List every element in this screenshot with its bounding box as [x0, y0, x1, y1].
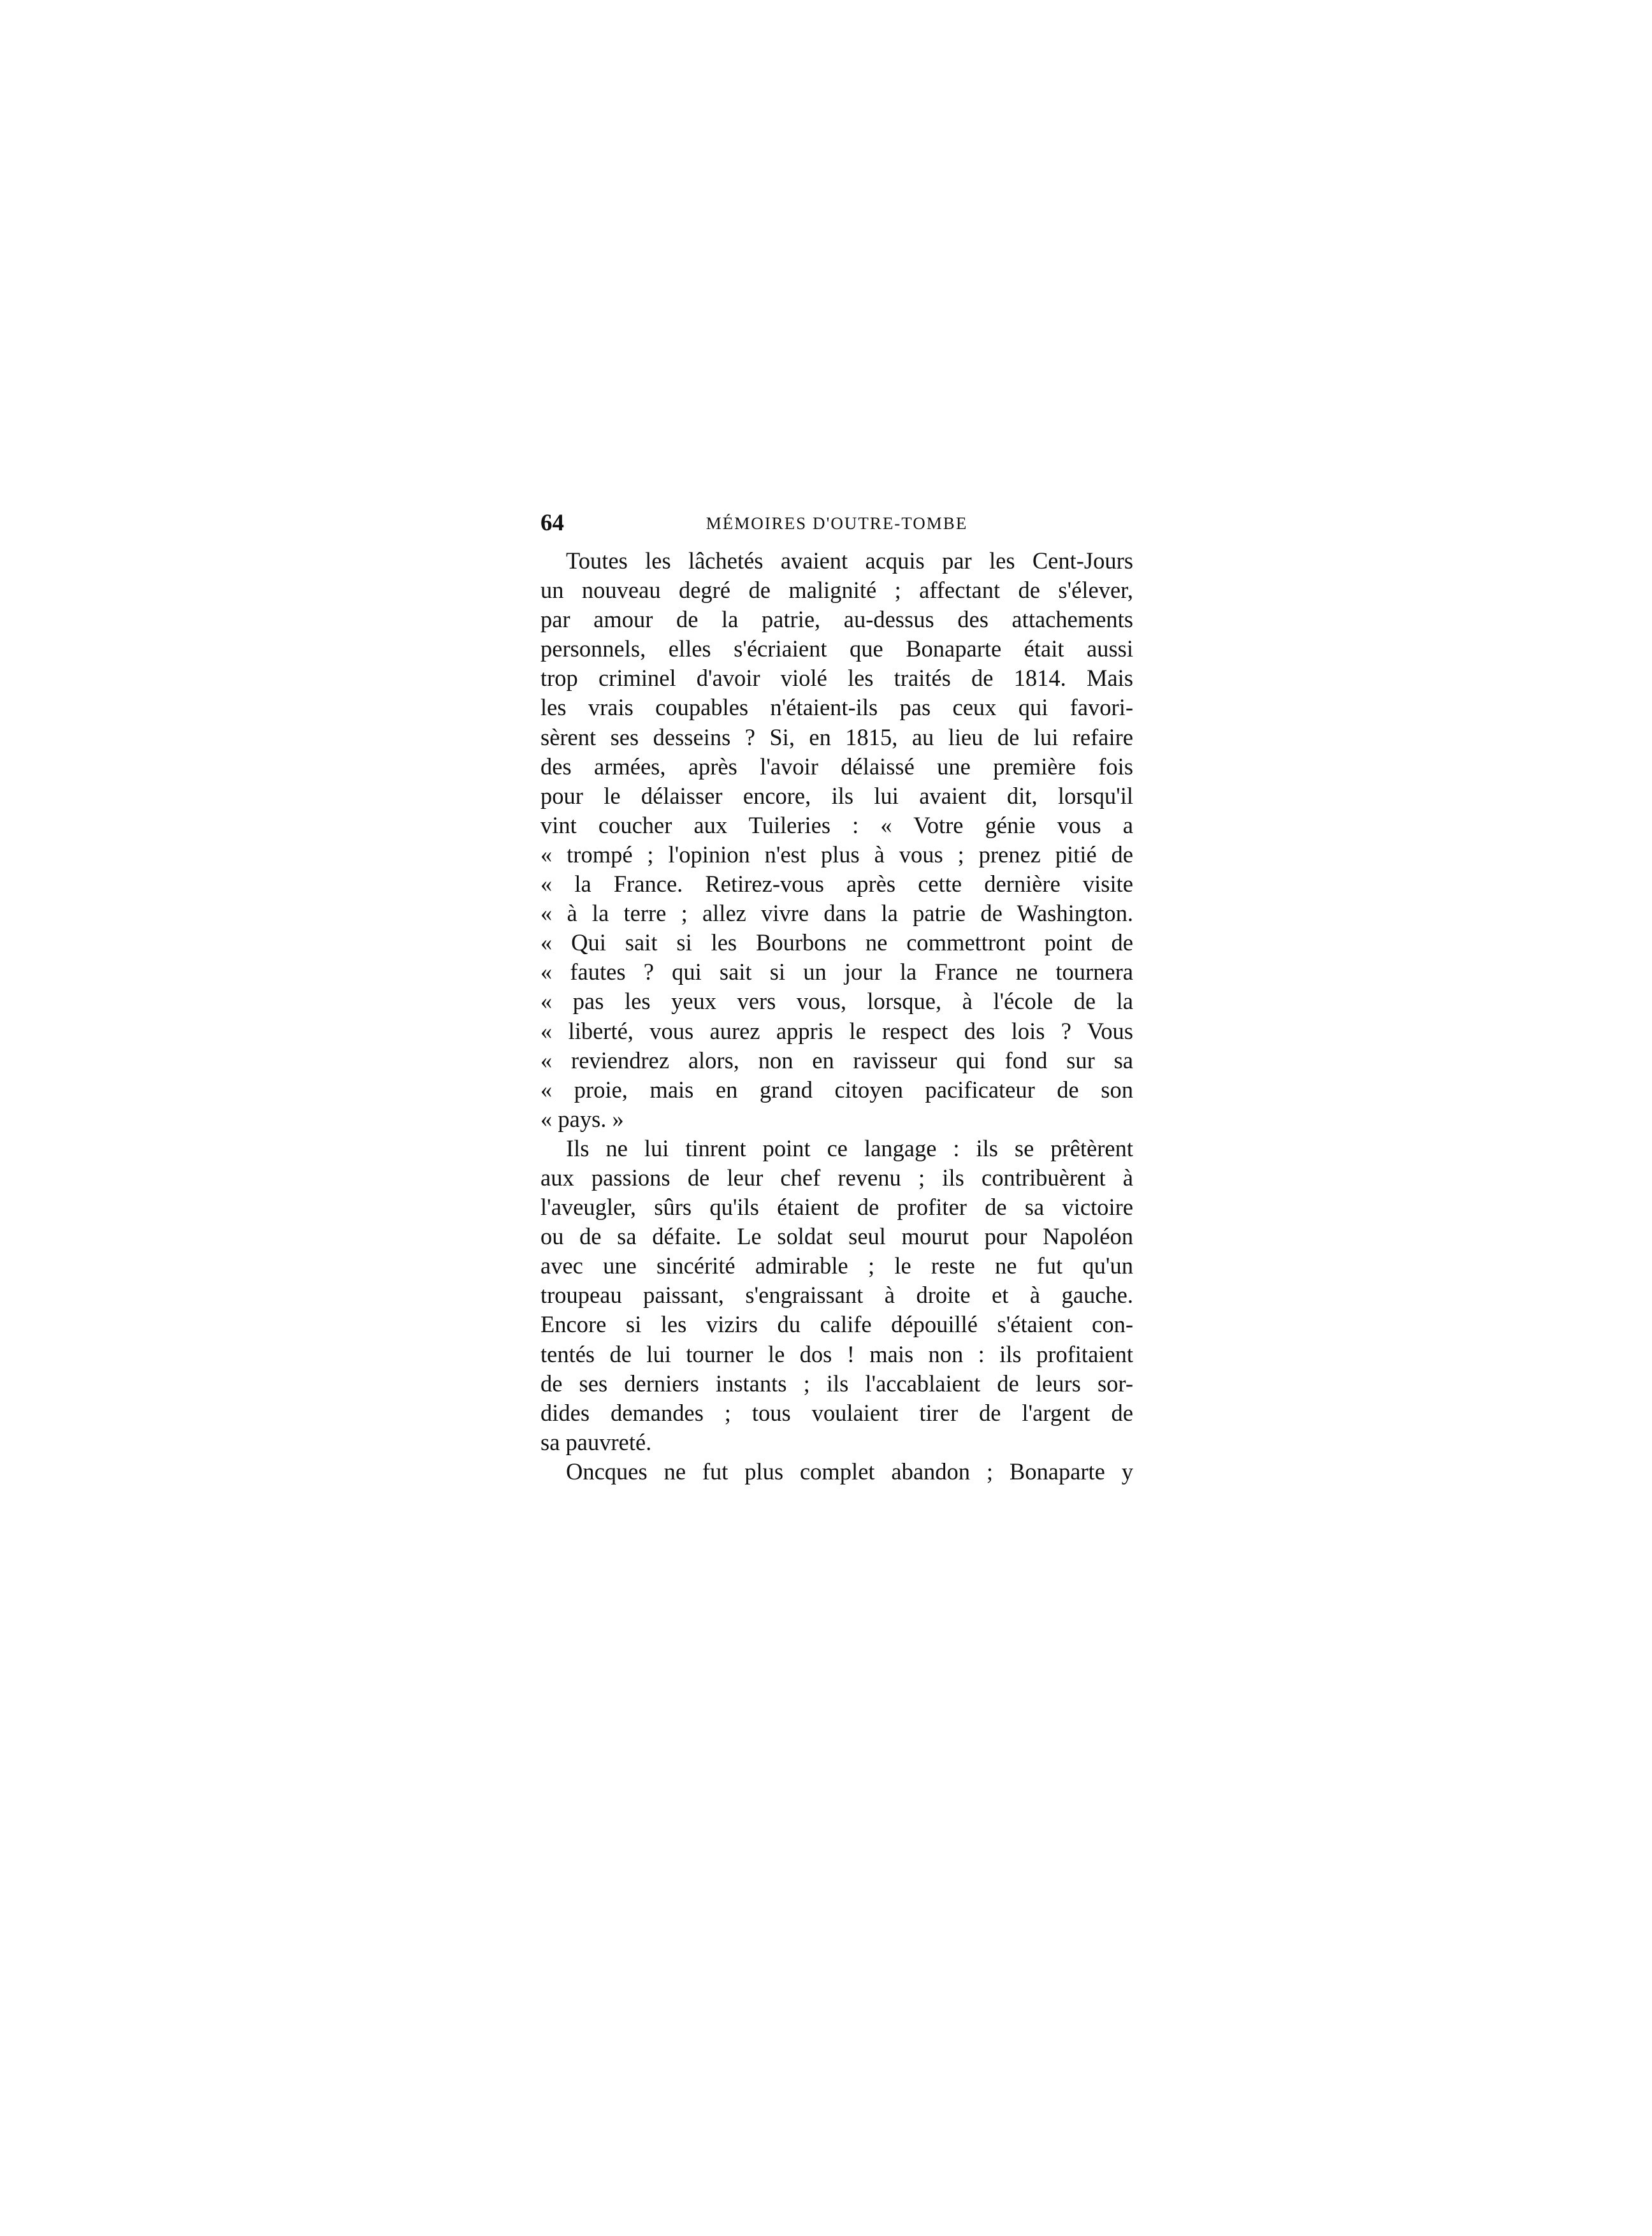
page-number: 64 — [540, 510, 564, 536]
text-line: « pas les yeux vers vous, lorsque, à l'école de la — [540, 988, 1133, 1015]
text-line: pour le délaisser encore, ils lui avaient dit, lorsqu'il — [540, 782, 1133, 809]
text-line: « la France. Retirez-vous après cette dernière visite — [540, 871, 1133, 897]
text-line: sa pauvreté. — [540, 1428, 652, 1455]
text-line: dides demandes ; tous voulaient tirer de l'argent de — [540, 1399, 1133, 1426]
text-line: Encore si les vizirs du calife dépouillé s'étaient con- — [540, 1311, 1133, 1338]
text-line: « Qui sait si les Bourbons ne commettront point de — [540, 929, 1133, 956]
text-line: vint coucher aux Tuileries : « Votre génie vous a — [540, 811, 1133, 838]
text-line: Ils ne lui tinrent point ce langage : ils se prêtèrent — [566, 1135, 1133, 1161]
text-line: « proie, mais en grand citoyen pacificateur de son — [540, 1076, 1133, 1103]
text-line: « fautes ? qui sait si un jour la France ne tournera — [540, 959, 1133, 985]
text-line: tentés de lui tourner le dos ! mais non : ils profitaient — [540, 1340, 1133, 1367]
text-line: « liberté, vous aurez appris le respect des lois ? Vous — [540, 1017, 1133, 1044]
running-head — [540, 507, 1133, 540]
text-line: Toutes les lâchetés avaient acquis par les Cent-Jours — [566, 548, 1133, 574]
text-line: Oncques ne fut plus complet abandon ; Bonaparte y — [566, 1458, 1133, 1485]
text-line: ou de sa défaite. Le soldat seul mourut pour Napoléon — [540, 1223, 1133, 1250]
text-line: « à la terre ; allez vivre dans la patrie de Washington. — [540, 900, 1133, 927]
text-line: troupeau paissant, s'engraissant à droite et à gauche. — [540, 1282, 1133, 1309]
text-line: « trompé ; l'opinion n'est plus à vous ; prenez pitié de — [540, 841, 1133, 868]
text-line: par amour de la patrie, au-dessus des attachements — [540, 606, 1133, 633]
running-title: MÉMOIRES D'OUTRE-TOMBE — [706, 514, 968, 533]
text-line: de ses derniers instants ; ils l'accablaient de leurs sor- — [540, 1370, 1133, 1397]
text-line: « pays. » — [540, 1105, 624, 1132]
text-line: des armées, après l'avoir délaissé une première fois — [540, 753, 1133, 780]
text-line: les vrais coupables n'étaient-ils pas ceux qui favori- — [540, 694, 1133, 721]
text-line: avec une sincérité admirable ; le reste ne fut qu'un — [540, 1252, 1133, 1279]
text-line: trop criminel d'avoir violé les traités de 1814. Mais — [540, 665, 1133, 692]
text-line: aux passions de leur chef revenu ; ils contribuèrent à — [540, 1164, 1133, 1191]
text-line: l'aveugler, sûrs qu'ils étaient de profiter de sa victoire — [540, 1194, 1133, 1221]
body-text — [540, 546, 1133, 1486]
text-line: un nouveau degré de malignité ; affectant de s'élever, — [540, 577, 1133, 604]
text-line: « reviendrez alors, non en ravisseur qui fond sur sa — [540, 1047, 1133, 1073]
text-line: personnels, elles s'écriaient que Bonaparte était aussi — [540, 635, 1133, 662]
text-line: sèrent ses desseins ? Si, en 1815, au lieu de lui refaire — [540, 723, 1133, 750]
book-page — [540, 507, 1133, 1486]
